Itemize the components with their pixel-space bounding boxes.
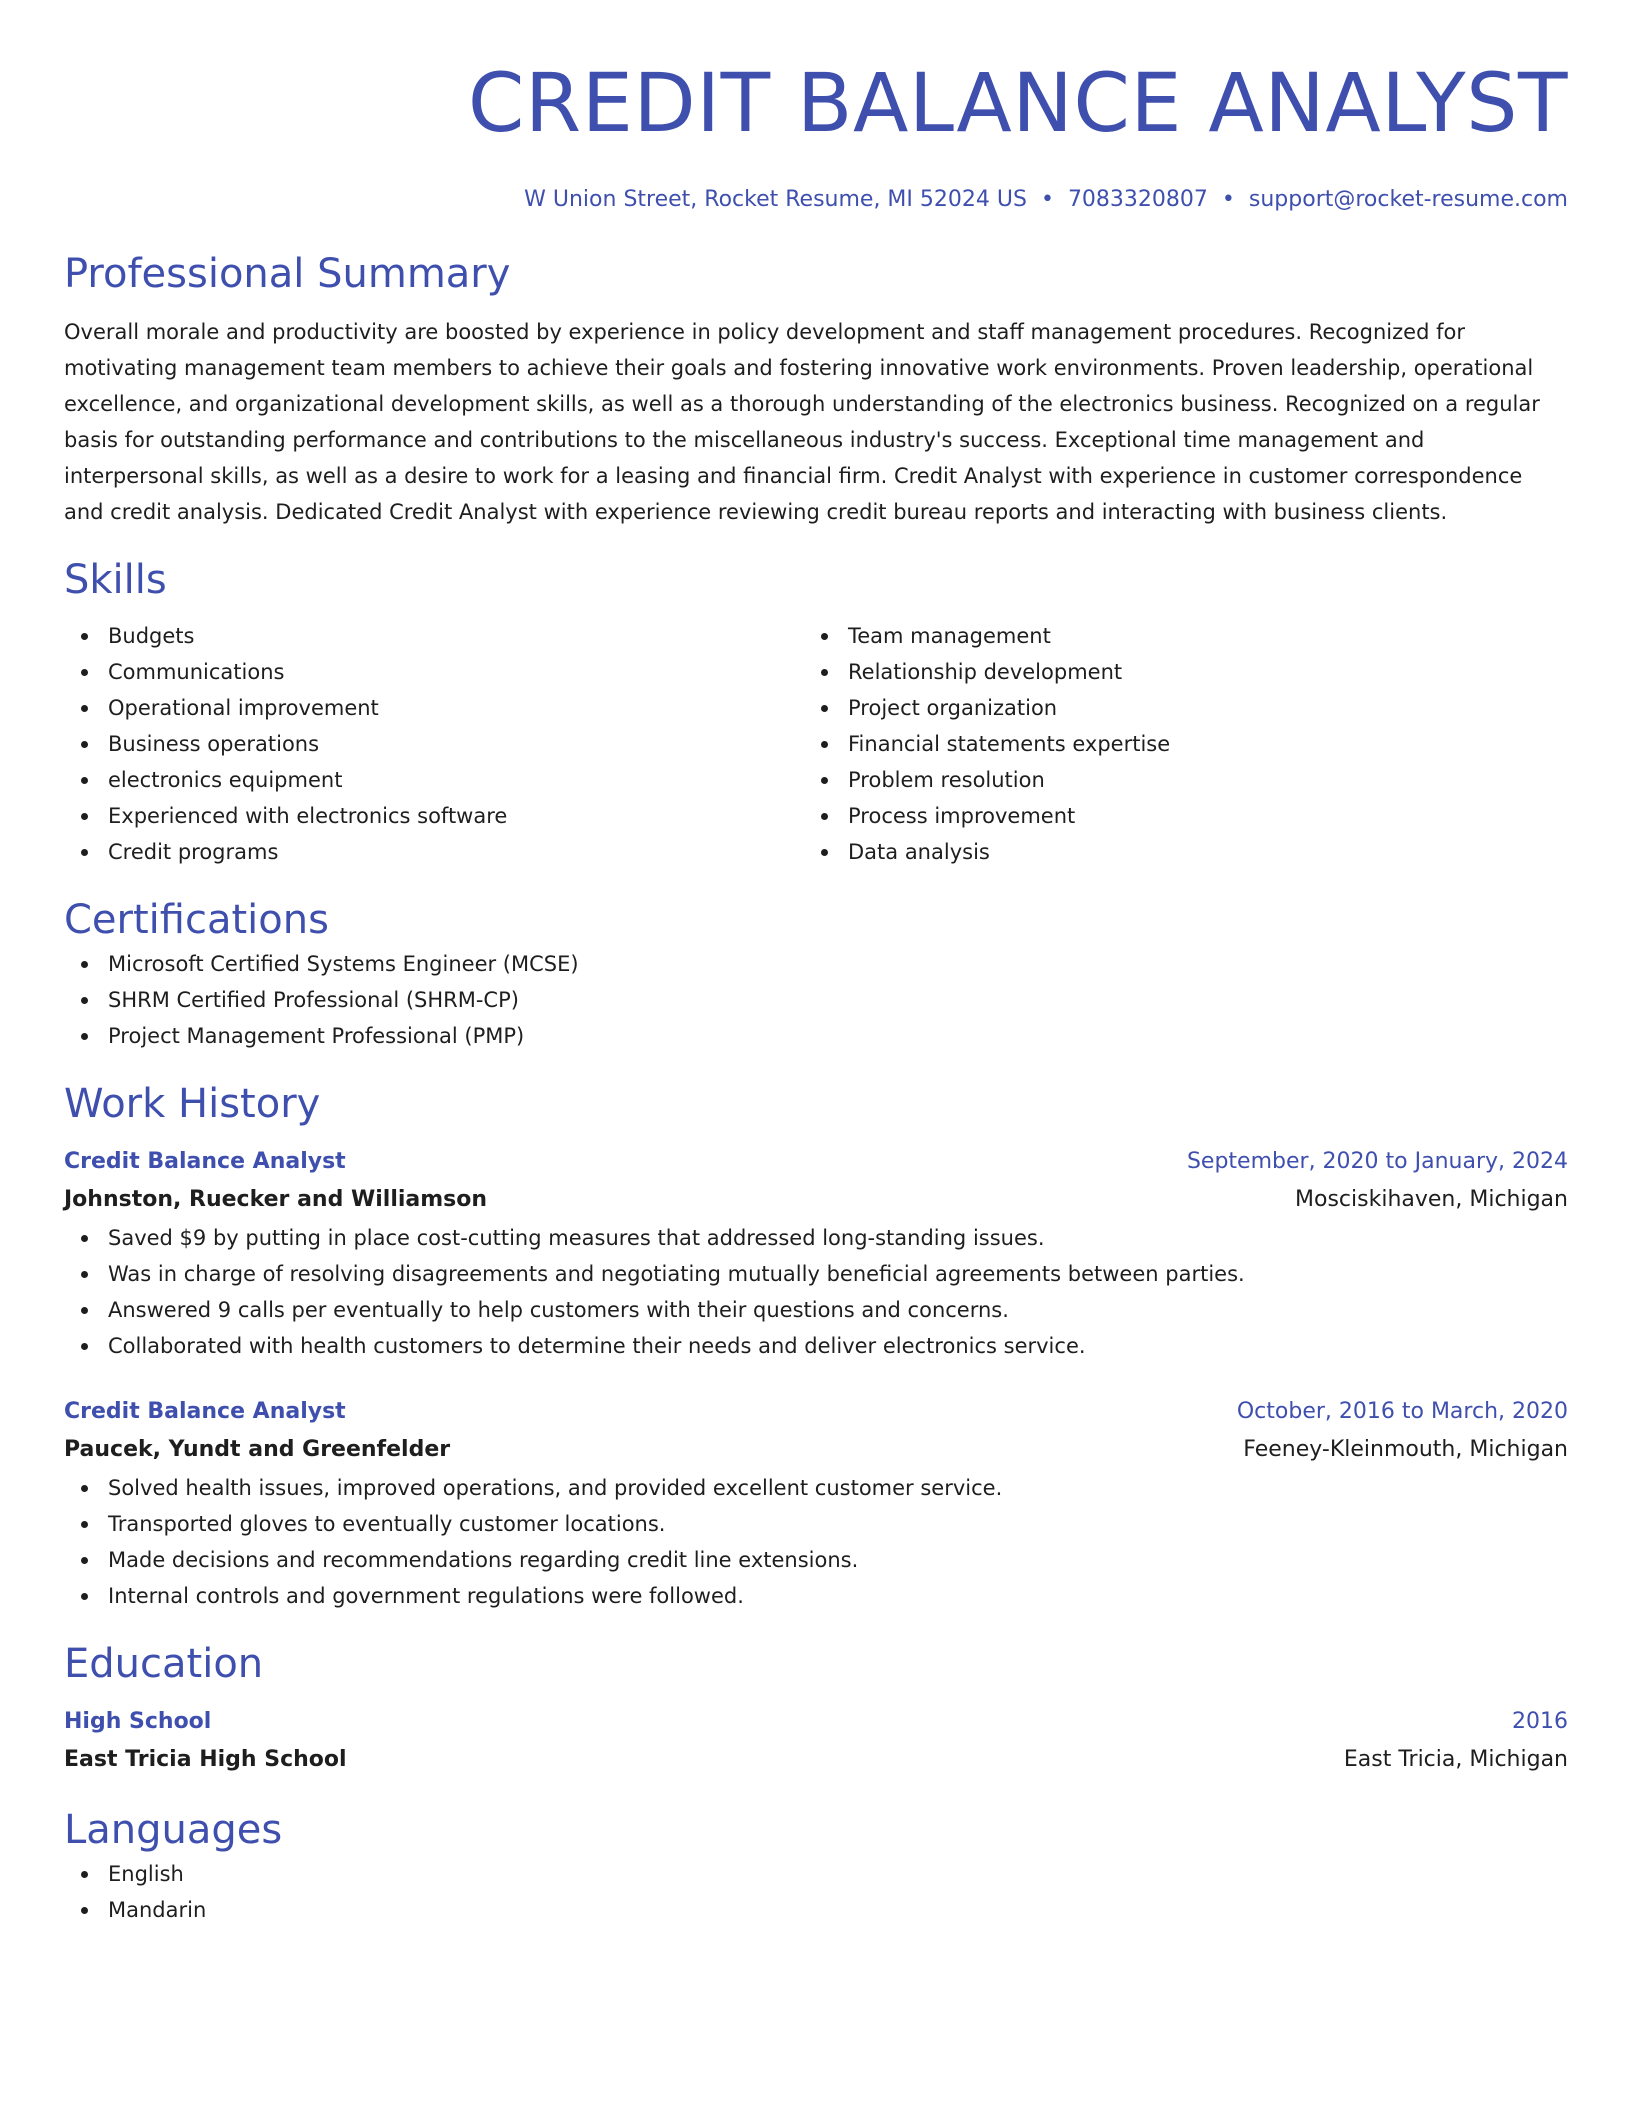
job-location: Feeney-Kleinmouth, Michigan	[1243, 1437, 1568, 1462]
job-company-row	[64, 1180, 1568, 1220]
job-bullet: Internal controls and government regulations were followed.	[64, 1578, 1568, 1614]
job-bullet: Answered 9 calls per eventually to help customers with their questions and concerns.	[64, 1292, 1568, 1328]
job-bullet: Made decisions and recommendations regarding credit line extensions.	[64, 1542, 1568, 1578]
resume-name: CREDIT BALANCE ANALYST	[467, 57, 1568, 151]
job-company: Paucek, Yundt and Greenfelder	[64, 1437, 451, 1462]
skill-item: Operational improvement	[64, 690, 804, 726]
skill-item: Financial statements expertise	[804, 726, 1564, 762]
contact-line	[64, 184, 1568, 216]
job-bullet: Saved $9 by putting in place cost-cutting measures that addressed long-standing issues.	[64, 1220, 1568, 1256]
section-title-education: Education	[64, 1641, 264, 1687]
section-title-summary: Professional Summary	[64, 251, 511, 297]
skill-item: Experienced with electronics software	[64, 798, 804, 834]
section-title-certifications: Certifications	[64, 897, 329, 943]
language-item: Mandarin	[64, 1892, 1568, 1928]
summary-text: Overall morale and productivity are boosted by experience in policy development and staff management procedures. Recognized for motivating management team members to achieve their goals and fostering innovative work environments. Proven leadership, operational excellence, and organizational development skills, as well as a thorough understanding of the electronics business. Recognized on a regular basis for outstanding performance and contributions to the miscellaneous industry's success. Exceptional time management and interpersonal skills, as well as a desire to work for a leasing and financial firm. Credit Analyst with experience in customer correspondence and credit analysis. Dedicated Credit Analyst with experience reviewing credit bureau reports and interacting with business clients.	[64, 320, 1540, 524]
skill-item: electronics equipment	[64, 762, 804, 798]
language-item: English	[64, 1856, 1568, 1892]
skill-item: Problem resolution	[804, 762, 1564, 798]
section-title-work-history: Work History	[64, 1081, 321, 1127]
job-location: Mosciskihaven, Michigan	[1295, 1187, 1568, 1212]
skill-item: Credit programs	[64, 834, 804, 870]
section-title-skills: Skills	[64, 557, 167, 603]
job-title: Credit Balance Analyst	[64, 1149, 346, 1174]
job-dates: September, 2020 to January, 2024	[1186, 1149, 1568, 1174]
education-degree: High School	[64, 1709, 212, 1734]
section-title-languages: Languages	[64, 1807, 283, 1853]
job-company: Johnston, Ruecker and Williamson	[64, 1187, 488, 1212]
education-entry	[64, 1704, 1568, 1780]
job-header-row	[64, 1394, 1568, 1430]
certification-item: Project Management Professional (PMP)	[64, 1018, 1568, 1054]
job-dates: October, 2016 to March, 2020	[1236, 1399, 1568, 1424]
education-year: 2016	[1512, 1709, 1568, 1734]
skill-item: Data analysis	[804, 834, 1564, 870]
certification-item: Microsoft Certified Systems Engineer (MCSE)	[64, 946, 1568, 982]
education-school: East Tricia High School	[64, 1747, 347, 1772]
certification-item: SHRM Certified Professional (SHRM-CP)	[64, 982, 1568, 1018]
job-bullet: Was in charge of resolving disagreements and negotiating mutually beneficial agreements between parties.	[64, 1256, 1568, 1292]
education-header-row	[64, 1704, 1568, 1740]
skills-list-right	[804, 618, 1564, 870]
skill-item: Budgets	[64, 618, 804, 654]
job-bullet: Transported gloves to eventually customer locations.	[64, 1506, 1568, 1542]
job-header-row	[64, 1144, 1568, 1180]
skill-item: Team management	[804, 618, 1564, 654]
skill-item: Project organization	[804, 690, 1564, 726]
education-location: East Tricia, Michigan	[1343, 1747, 1568, 1772]
job-bullets	[64, 1220, 1568, 1364]
job-title: Credit Balance Analyst	[64, 1399, 346, 1424]
skills-list-left	[64, 618, 804, 870]
skill-item: Process improvement	[804, 798, 1564, 834]
resume-header	[64, 48, 1568, 216]
contact-email[interactable]: support@rocket-resume.com	[1248, 187, 1568, 212]
job-bullets	[64, 1470, 1568, 1614]
job-entry	[64, 1394, 1568, 1614]
contact-phone: 7083320807	[1067, 187, 1208, 212]
job-bullet: Collaborated with health customers to determine their needs and deliver electronics service.	[64, 1328, 1568, 1364]
job-company-row	[64, 1430, 1568, 1470]
contact-address: W Union Street, Rocket Resume, MI 52024 US	[524, 187, 1027, 212]
job-bullet: Solved health issues, improved operations, and provided excellent customer service.	[64, 1470, 1568, 1506]
languages-list	[64, 1856, 1568, 1928]
education-school-row	[64, 1740, 1568, 1780]
job-entry	[64, 1144, 1568, 1364]
contact-separator: •	[1221, 187, 1235, 212]
skill-item: Business operations	[64, 726, 804, 762]
skills-grid	[64, 618, 1568, 870]
skill-item: Communications	[64, 654, 804, 690]
skill-item: Relationship development	[804, 654, 1564, 690]
certifications-list	[64, 946, 1568, 1054]
contact-separator: •	[1040, 187, 1054, 212]
